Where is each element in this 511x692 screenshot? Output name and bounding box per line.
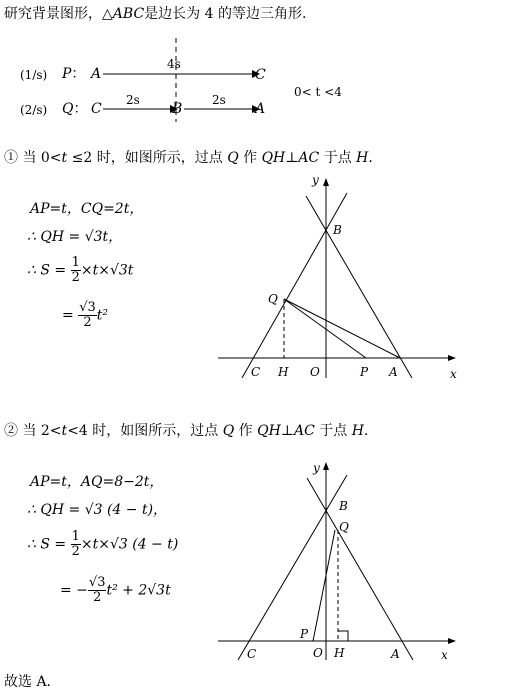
fig2-label-b: B bbox=[339, 499, 348, 513]
fig2-label-c: C bbox=[247, 647, 257, 661]
case2-heading: ② 当 2<t<4 时，如图所示，过点 Q 作 QH⊥AC 于点 H. bbox=[4, 423, 369, 439]
q-end-a: A bbox=[255, 101, 266, 117]
fig1-y-arrow bbox=[323, 178, 329, 186]
case2-line2: ∴ QH = √3 (4 − t)， bbox=[27, 502, 168, 518]
case1-line2: ∴ QH = √3t， bbox=[27, 229, 123, 245]
fig2-y-arrow bbox=[323, 462, 329, 470]
intro-prefix: 研究背景图形， bbox=[4, 6, 102, 22]
fig1-label-c: C bbox=[251, 365, 261, 379]
fig2-line-ba bbox=[307, 478, 413, 660]
fig1-x-arrow bbox=[448, 355, 456, 361]
case2-line4: = − $\frac{√3}{2}$ t² + 2√3t bbox=[60, 575, 171, 605]
fig1-line-cb bbox=[242, 193, 347, 378]
time-range: 0< t <4 bbox=[294, 85, 342, 99]
p-label: P： bbox=[62, 66, 86, 82]
q-mid-b: B bbox=[172, 101, 183, 117]
case1-marker: ① bbox=[4, 150, 18, 166]
fig2-label-x: x bbox=[441, 648, 448, 662]
fig2-line-cb bbox=[238, 475, 347, 660]
p-speed: (1/s) bbox=[20, 68, 48, 82]
fig1-label-o: O bbox=[310, 365, 320, 379]
case1-line4: = $\frac{√3}{2}$ t² bbox=[62, 300, 108, 330]
p-start-a: A bbox=[91, 66, 102, 82]
q-time-2: 2s bbox=[212, 93, 226, 107]
fig2-segment-pq bbox=[313, 530, 335, 641]
triangle-name: ABC bbox=[112, 6, 145, 22]
fig1-line-ba bbox=[306, 196, 412, 378]
fig1-segment-qp bbox=[284, 299, 366, 358]
q-label: Q： bbox=[62, 101, 88, 117]
conclusion: 故选 A. bbox=[4, 674, 52, 690]
fig1-label-y: y bbox=[312, 173, 319, 187]
fig2-label-p: P bbox=[300, 627, 309, 641]
fig1-label-a: A bbox=[389, 365, 398, 379]
side-length: 4 bbox=[204, 6, 214, 22]
intro-suffix: 的等边三角形. bbox=[217, 6, 307, 22]
case2-line3: ∴ S = $\frac{1}{2}$ ×t×√3 (4 − t) bbox=[27, 529, 179, 559]
case1-line1: AP=t，CQ=2t， bbox=[30, 201, 144, 217]
fig2-label-h: H bbox=[334, 646, 345, 660]
case2-marker: ② bbox=[4, 423, 18, 439]
fig1-label-p: P bbox=[360, 365, 369, 379]
fig2-label-q: Q bbox=[339, 520, 349, 534]
fig1-label-x: x bbox=[450, 367, 457, 381]
case2-line1: AP=t，AQ=8−2t， bbox=[30, 474, 164, 490]
intro-middle: 是边长为 bbox=[144, 6, 201, 22]
q-start-c: C bbox=[91, 101, 102, 117]
q-speed: (2/s) bbox=[20, 103, 48, 117]
fig2-label-y: y bbox=[313, 461, 320, 475]
p-end-c: C bbox=[255, 67, 266, 83]
fig2-label-a: A bbox=[391, 647, 400, 661]
fig1-label-q: Q bbox=[268, 292, 278, 306]
fig1-label-b: B bbox=[333, 223, 342, 237]
fig2-label-o: O bbox=[313, 646, 323, 660]
p-time: 4s bbox=[167, 57, 181, 71]
fig1-label-h: H bbox=[278, 365, 289, 379]
case1-line3: ∴ S = $\frac{1}{2}$ ×t×√3t bbox=[27, 255, 134, 285]
triangle-symbol: △ bbox=[102, 6, 113, 22]
fig2-x-arrow bbox=[448, 638, 456, 644]
case1-heading: ① 当 0<t ≤2 时，如图所示，过点 Q 作 QH⊥AC 于点 H. bbox=[4, 150, 373, 166]
figure-1 bbox=[218, 178, 456, 378]
figure-2 bbox=[218, 462, 456, 660]
fig2-right-angle-mark bbox=[338, 631, 348, 641]
q-time-1: 2s bbox=[126, 93, 140, 107]
